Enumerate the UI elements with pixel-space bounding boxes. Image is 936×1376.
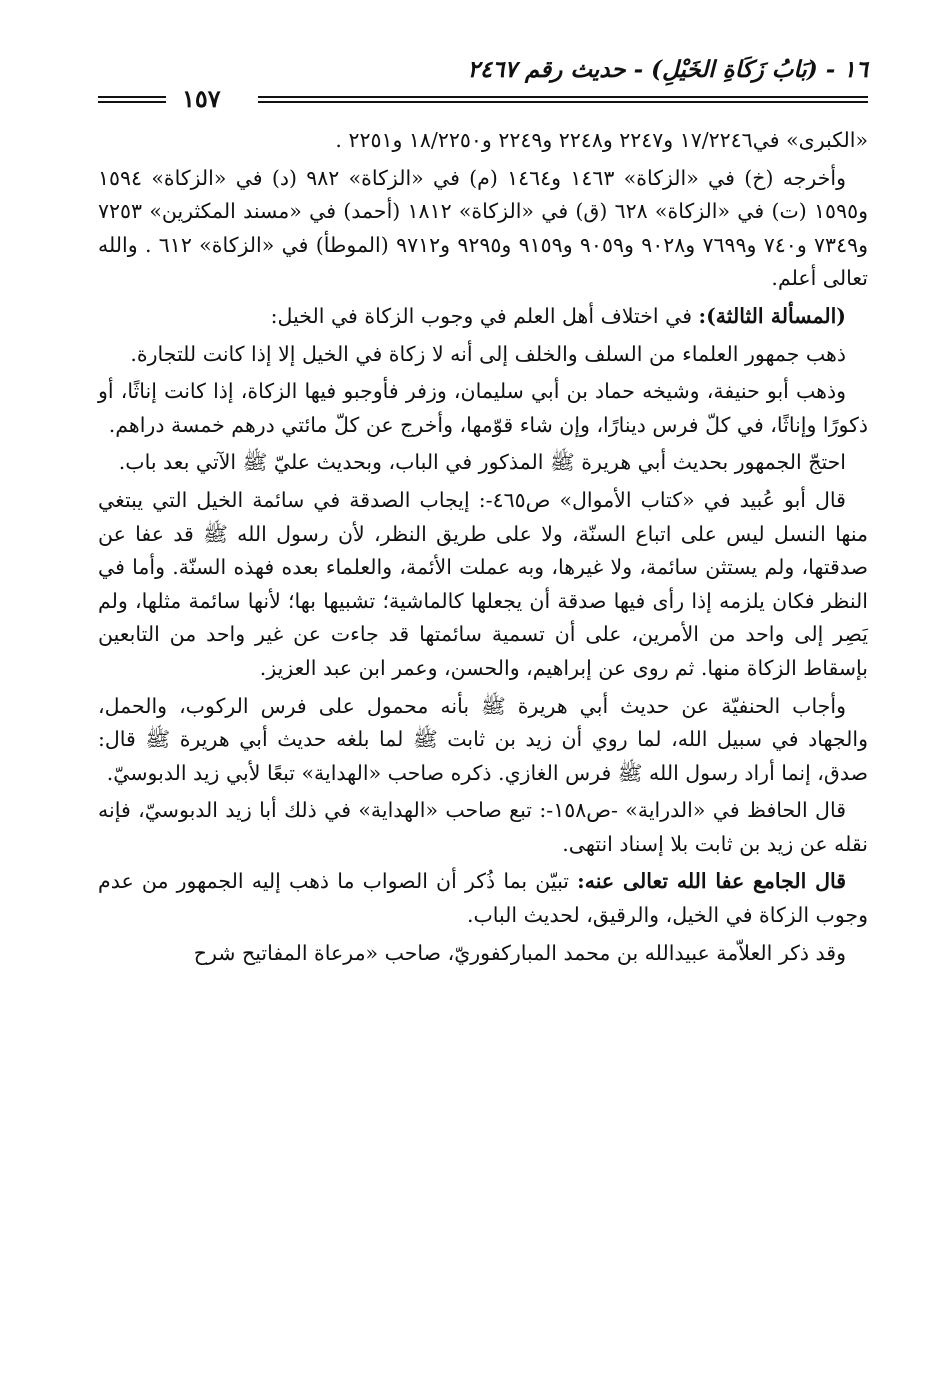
- paragraph: [98, 300, 868, 334]
- paragraph: [98, 124, 868, 158]
- paragraph-text: تبيّن بما ذُكر أن الصواب ما ذهب إليه الجمهور من عدم وجوب الزكاة في الخيل، والرقيق، لحديث الباب.: [98, 869, 868, 928]
- page-number-double-rule: [98, 96, 166, 103]
- paragraph-text: «الكبرى» في١٧/٢٢٤٦ و٢٢٤٧ و٢٢٤٨ و٢٢٤٩ و١٨/٢٢٥٠ و٢٢٥١ .: [335, 128, 868, 152]
- paragraph-text: ذهب جمهور العلماء من السلف والخلف إلى أنه لا زكاة في الخيل إلا إذا كانت للتجارة.: [130, 341, 846, 366]
- paragraph: [98, 484, 868, 686]
- paragraph-text: في اختلاف أهل العلم في وجوب الزكاة في الخيل:: [270, 303, 699, 328]
- paragraph-text: وقد ذكر العلاّمة عبيدالله بن محمد المباركفوريّ، صاحب «مرعاة المفاتيح شرح: [193, 940, 846, 965]
- paragraph: [98, 937, 868, 971]
- paragraph: [98, 446, 868, 480]
- paragraph-text: قال الحافظ في «الدراية» -ص١٥٨-: تبع صاحب «الهداية» في ذلك أبا زيد الدبوسيّ، فإنه نقله عن زيد بن ثابت بلا إسناد انتهى.: [98, 798, 868, 856]
- header-double-rule: [258, 96, 868, 103]
- body-text: [98, 124, 868, 970]
- paragraph: [98, 690, 868, 791]
- paragraph-text: قال أبو عُبيد في «كتاب الأموال» ص٤٦٥-: إيجاب الصدقة في سائمة الخيل التي يبتغي منها النسل ليس على اتباع السنّة، ولا على طريق النظر، لأن رسول الله ﷺ قد عفا عن صدقتها، ولم يستثن سائمة، ولا غيرها، وبه عملت الأئمة، والعلماء بعده فهذه السنّة. وأما في النظر فكان يلزمه إذا رأى فيها صدقة أن يجعلها كالماشية؛ تشبيها بها؛ لأنها سائمة مثلها، ولم يَصِر إلى واحد من الأمرين، على أن تسمية سائمتها قد جاءت عن غير واحد من التابعين بإسقاط الزكاة منها. ثم روى عن إبراهيم، والحسن، وعمر ابن عبد العزيز.: [98, 487, 868, 680]
- document-page: [98, 52, 868, 1336]
- paragraph: [98, 162, 868, 296]
- paragraph-lead: قال الجامع عفا الله تعالى عنه:: [577, 869, 847, 894]
- paragraph-text: وأخرجه (خ) في «الزكاة» ١٤٦٣ و١٤٦٤ (م) في «الزكاة» ٩٨٢ (د) في «الزكاة» ١٥٩٤ و١٥٩٥ (ت) في «الزكاة» ٦٢٨ (ق) في «الزكاة» ١٨١٢ (أحمد) في «مسند المكثرين» ٧٢٥٣ و٧٣٤٩ و٧٤٠ و٧٦٩٩ و٩٠٢٨ و٩٠٥٩ و٩١٥٩ و٩٢٩٥ و٩٧١٢ (الموطأ) في «الزكاة» ٦١٢ . والله تعالى أعلم.: [98, 165, 868, 291]
- paragraph-text: احتجّ الجمهور بحديث أبي هريرة ﷺ المذكور في الباب، وبحديث عليّ ﷺ الآتي بعد باب.: [118, 450, 846, 475]
- page-number: ١٥٧: [182, 84, 221, 113]
- paragraph: [98, 375, 868, 442]
- paragraph: [98, 794, 868, 861]
- paragraph: [98, 865, 868, 932]
- chapter-heading: ١٦ - (بَابُ زَكَاةِ الخَيْلِ) - حديث رقم ٢٤٦٧: [467, 56, 868, 83]
- page-header: [98, 52, 868, 112]
- paragraph-text: وذهب أبو حنيفة، وشيخه حماد بن أبي سليمان، وزفر فأوجبو فيها الزكاة، إذا كانت إناثًا، أو ذكورًا وإناثًا، في كلّ فرس دينارًا، وإن شاء قوّمها، وأخرج عن كلّ مائتي درهم خمسة دراهم.: [98, 379, 868, 437]
- paragraph-lead: (المسألة الثالثة):: [698, 303, 846, 328]
- paragraph: [98, 338, 868, 372]
- paragraph-text: وأجاب الحنفيّة عن حديث أبي هريرة ﷺ بأنه محمول على فرس الركوب، والحمل، والجهاد في سبيل الله، لما روي أن زيد بن ثابت ﷺ لما بلغه حديث أبي هريرة ﷺ قال: صدق، إنما أراد رسول الله ﷺ فرس الغازي. ذكره صاحب «الهداية» تبعًا لأبي زيد الدبوسيّ.: [98, 693, 868, 785]
